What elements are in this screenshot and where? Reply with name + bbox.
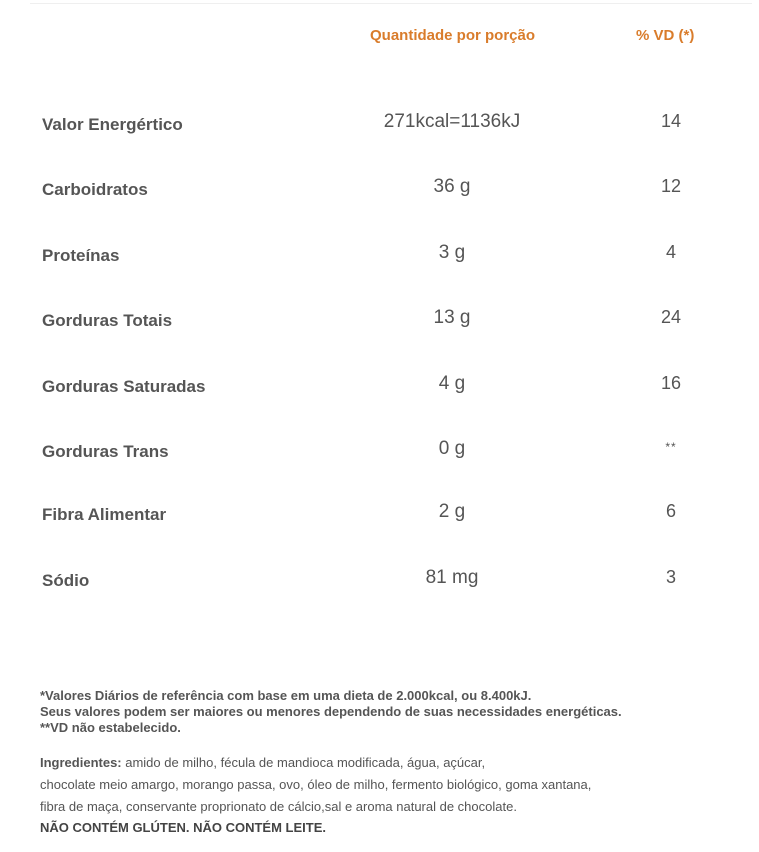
nutrient-quantity: 271kcal=1136kJ (383, 111, 521, 132)
nutrient-daily-value: 12 (660, 176, 682, 196)
table-row (0, 176, 759, 200)
nutrient-name: Gorduras Trans (42, 442, 169, 461)
ingredients-block (40, 752, 740, 818)
nutrient-name: Carboidratos (42, 180, 148, 199)
daily-value-footnote (40, 688, 740, 736)
nutrient-quantity: 3 g (438, 242, 466, 263)
nutrient-name: Proteínas (42, 246, 120, 265)
nutrient-quantity: 4 g (438, 373, 466, 394)
nutrient-daily-value: 16 (660, 373, 682, 393)
ingredients-line (40, 752, 740, 774)
nutrient-name: Sódio (42, 571, 90, 590)
table-row (0, 373, 759, 397)
nutrient-daily-value: 24 (660, 307, 682, 327)
nutrient-quantity: 0 g (438, 438, 466, 459)
footnote-line: Seus valores podem ser maiores ou menores dependendo de suas necessidades energéticas. (40, 704, 622, 719)
nutrient-daily-value: 14 (660, 111, 682, 131)
allergen-warning: NÃO CONTÉM GLÚTEN. NÃO CONTÉM LEITE. (40, 820, 326, 835)
header-quantity: Quantidade por porção (370, 27, 536, 44)
table-row (0, 242, 759, 266)
table-row (0, 567, 759, 591)
nutrient-daily-value: ** (665, 440, 677, 454)
table-row (0, 111, 759, 135)
header-daily-value: % VD (*) (636, 27, 695, 44)
nutrient-quantity: 13 g (433, 307, 471, 328)
nutrient-quantity: 36 g (433, 176, 471, 197)
nutrient-quantity: 81 mg (425, 567, 479, 588)
table-row (0, 307, 759, 331)
footnote-line: **VD não estabelecido. (40, 720, 181, 735)
nutrient-name: Fibra Alimentar (42, 505, 167, 524)
ingredients-text: amido de milho, fécula de mandioca modificada, água, açúcar, (121, 755, 486, 770)
footnote-line: *Valores Diários de referência com base em uma dieta de 2.000kcal, ou 8.400kJ. (40, 688, 532, 703)
nutrient-daily-value: 3 (665, 567, 677, 587)
ingredients-line: fibra de maça, conservante proprionato de cálcio,sal e aroma natural de chocolate. (40, 799, 517, 814)
nutrient-quantity: 2 g (438, 501, 466, 522)
table-row (0, 501, 759, 525)
ingredients-line: chocolate meio amargo, morango passa, ovo, óleo de milho, fermento biológico, goma xantana, (40, 777, 592, 792)
nutrient-daily-value: 6 (665, 501, 677, 521)
ingredients-label: Ingredientes: (40, 755, 122, 770)
nutrient-name: Valor Energértico (42, 115, 183, 134)
nutrient-name: Gorduras Totais (42, 311, 173, 330)
nutrient-name: Gorduras Saturadas (42, 377, 206, 396)
top-divider (30, 3, 752, 4)
table-row (0, 438, 759, 462)
nutrient-daily-value: 4 (665, 242, 677, 262)
